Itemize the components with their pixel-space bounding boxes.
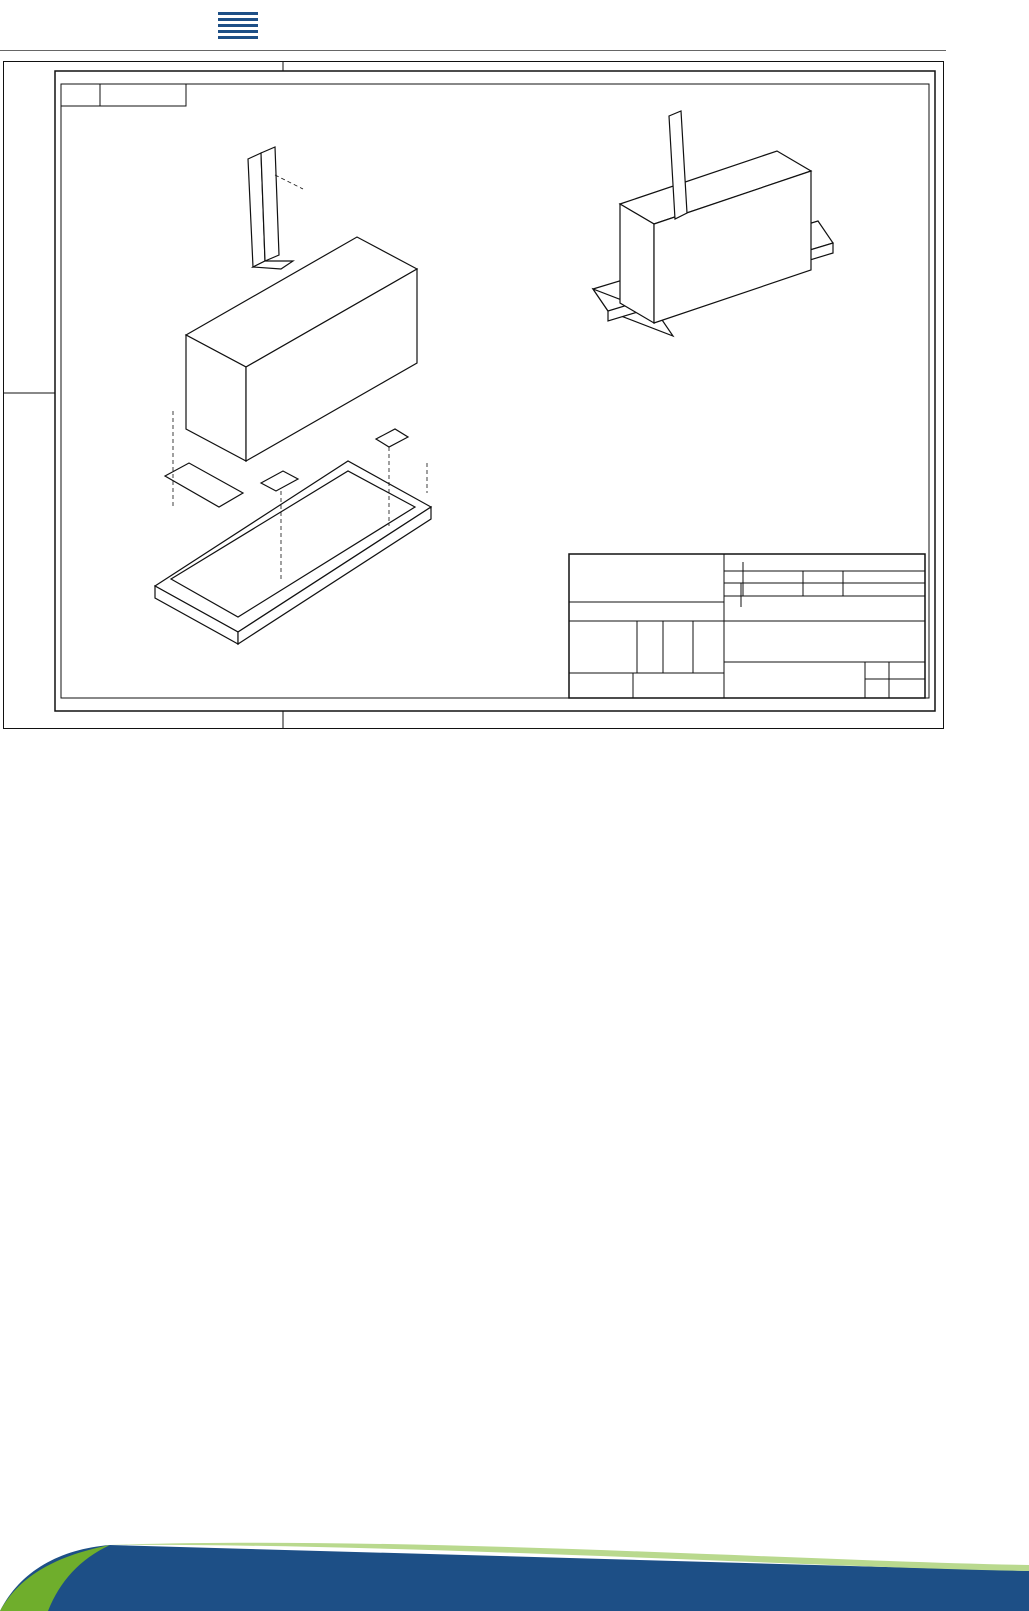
title-block [569, 554, 925, 698]
iso-box-front [620, 204, 654, 323]
footer-wave [0, 1531, 1029, 1611]
engineering-drawing [3, 61, 945, 729]
exploded-view [155, 147, 431, 644]
work-no-box [61, 84, 186, 106]
assembled-view [593, 111, 833, 336]
clip-part-3a [261, 471, 298, 491]
logo-stripes [218, 12, 258, 42]
clip-part-3b [376, 429, 408, 447]
outer-sheet-border [4, 62, 944, 729]
header-rule [0, 50, 946, 51]
letterhead [0, 0, 1029, 56]
footer-wave-blue [0, 1545, 1029, 1611]
plate-part-2 [165, 463, 243, 507]
